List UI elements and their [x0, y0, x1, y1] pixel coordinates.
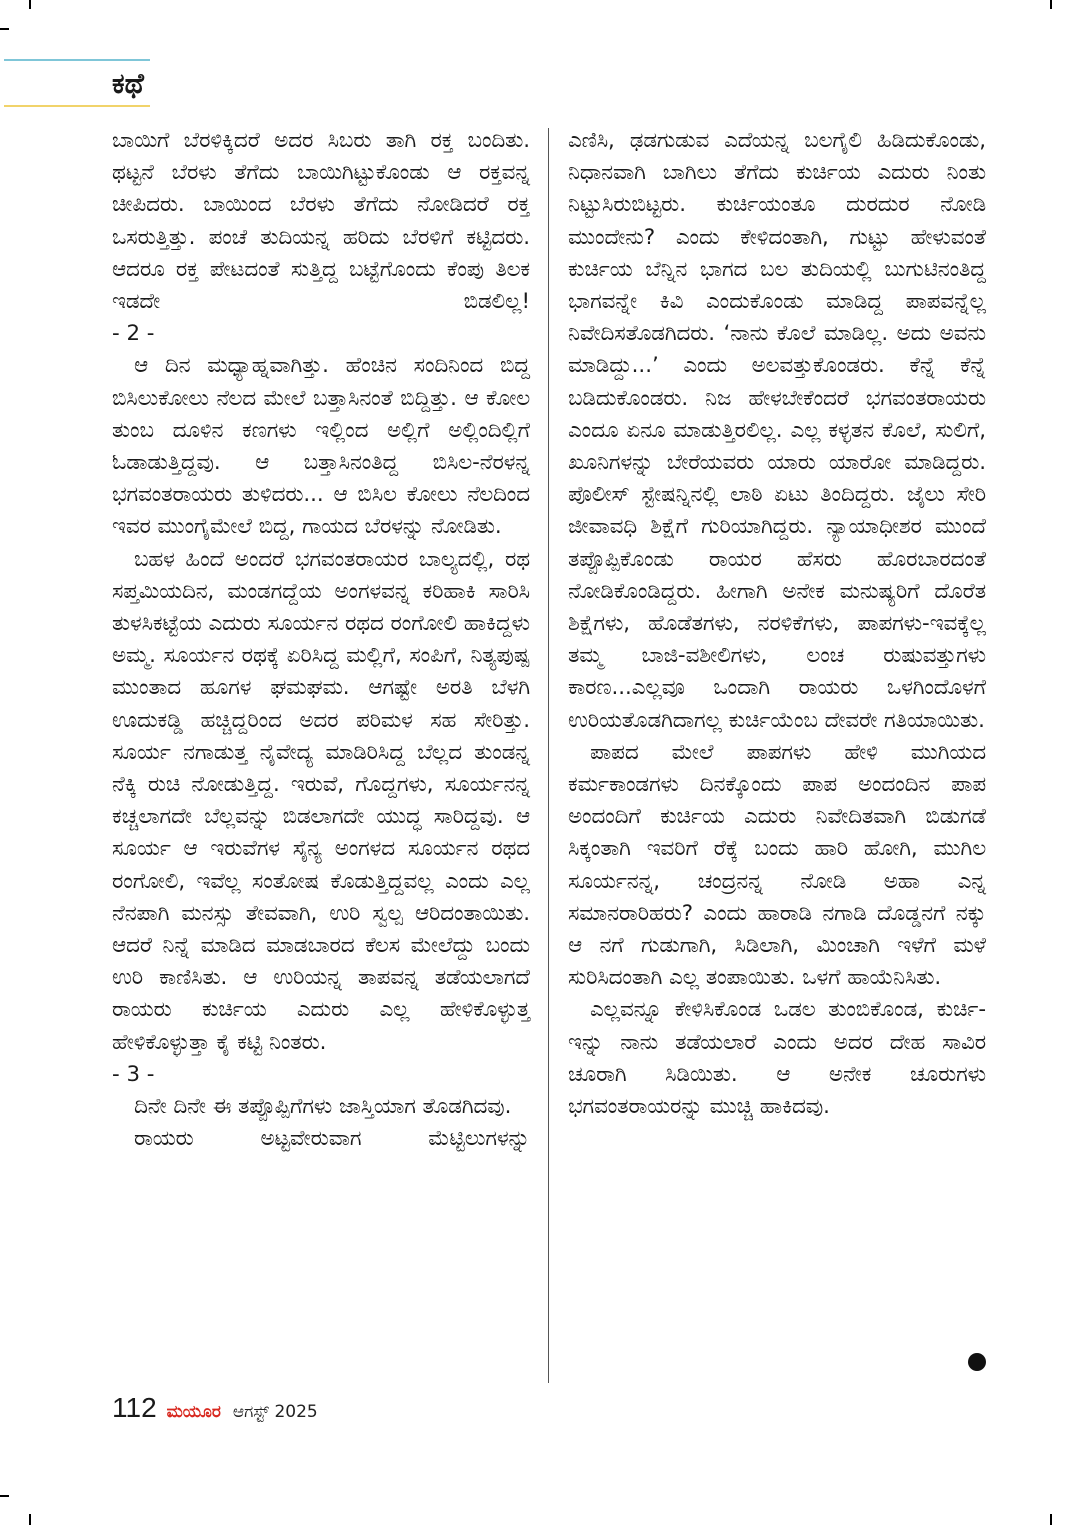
issue-date: ಆಗಸ್ಟ್ 2025 [232, 1402, 318, 1422]
header-rule-blue [4, 59, 150, 61]
paragraph: ಬಹಳ ಹಿಂದೆ ಅಂದರೆ ಭಗವಂತರಾಯರ ಬಾಲ್ಯದಲ್ಲಿ, ರಥ ಸಪ್ತಮಿಯದಿನ, ಮಂಡಗದ್ದೆಯ ಅಂಗಳವನ್ನ ಕರಿಹಾಕಿ ಸಾರಿಸಿ ತುಳಸಿಕಟ್ಟೆಯ ಎದುರು ಸೂರ್ಯನ ರಥದ ರಂಗೋಲಿ ಹಾಕಿದ್ದಳು ಅಮ್ಮ. ಸೂರ್ಯನ ರಥಕ್ಕೆ ಏರಿಸಿದ್ದ ಮಲ್ಲಿಗೆ, ಸಂಪಿಗೆ, ನಿತ್ಯಪುಷ್ಪ ಮುಂತಾದ ಹೂಗಳ ಘಮಘಮ. ಆಗಷ್ಟೇ ಅರತಿ ಬೆಳಗಿ ಊದುಕಡ್ಡಿ ಹಚ್ಚಿದ್ದರಿಂದ ಅದರ ಪರಿಮಳ ಸಹ ಸೇರಿತ್ತು. ಸೂರ್ಯ ನಗಾಡುತ್ತ ನೈವೇದ್ಯ ಮಾಡಿರಿಸಿದ್ದ ಬೆಲ್ಲದ ತುಂಡನ್ನ ನೆಕ್ಕಿ ರುಚಿ ನೋಡುತ್ತಿದ್ದ. ಇರುವೆ, ಗೊದ್ದಗಳು, ಸೂರ್ಯನನ್ನ ಕಚ್ಚಲಾಗದೇ ಬೆಲ್ಲವನ್ನು ಬಿಡಲಾಗದೇ ಯುದ್ಧ ಸಾರಿದ್ದವು. ಆ ಸೂರ್ಯ ಆ ಇರುವೆಗಳ ಸೈನ್ಯ ಅಂಗಳದ ಸೂರ್ಯನ ರಥದ ರಂಗೋಲಿ, ಇವೆಲ್ಲ ಸಂತೋಷ ಕೊಡುತ್ತಿದ್ದವಲ್ಲ ಎಂದು ಎಲ್ಲ ನೆನಪಾಗಿ ಮನಸ್ಸು ತೇವವಾಗಿ, ಉರಿ ಸ್ವಲ್ಪ ಆರಿದಂತಾಯಿತು. ಆದರೆ ನಿನ್ನೆ ಮಾಡಿದ ಮಾಡಬಾರದ ಕೆಲಸ ಮೇಲೆದ್ದು ಬಂದು ಉರಿ ಕಾಣಿಸಿತು. ಆ ಉರಿಯನ್ನ ತಾಪವನ್ನ ತಡೆಯಲಾಗದೆ ರಾಯರು ಕುರ್ಚಿಯ ಎದುರು ಎಲ್ಲ ಹೇಳಿಕೊಳ್ಳುತ್ತ ಹೇಳಿಕೊಳ್ಳುತ್ತಾ ಕೈ ಕಟ್ಟಿ ನಿಂತರು. [112, 546, 530, 1055]
paragraph: ಎಣಿಸಿ, ಢಡಗುಡುವ ಎದೆಯನ್ನ ಬಲಗೈಲಿ ಹಿಡಿದುಕೊಂಡು, ನಿಧಾನವಾಗಿ ಬಾಗಿಲು ತೆಗೆದು ಕುರ್ಚಿಯ ಎದುರು ನಿಂತು ನಿಟ್ಟುಸಿರುಬಿಟ್ಟರು. ಕುರ್ಚಿಯಂತೂ ದುರದುರ ನೋಡಿ ಮುಂದೇನು? ಎಂದು ಕೇಳಿದಂತಾಗಿ, ಗುಟ್ಟು ಹೇಳುವಂತೆ ಕುರ್ಚಿಯ ಬೆನ್ನಿನ ಭಾಗದ ಬಲ ತುದಿಯಲ್ಲಿ ಬುಗುಟಿನಂತಿದ್ದ ಭಾಗವನ್ನೇ ಕಿವಿ ಎಂದುಕೊಂಡು ಮಾಡಿದ್ದ ಪಾಪವನ್ನೆಲ್ಲ ನಿವೇದಿಸತೊಡಗಿದರು. ‘ನಾನು ಕೊಲೆ ಮಾಡಿಲ್ಲ. ಅದು ಅವನು ಮಾಡಿದ್ದು...’ ಎಂದು ಅಲವತ್ತುಕೊಂಡರು. ಕೆನ್ನೆ ಕೆನ್ನೆ ಬಡಿದುಕೊಂಡರು. ನಿಜ ಹೇಳಬೇಕೆಂದರೆ ಭಗವಂತರಾಯರು ಎಂದೂ ಏನೂ ಮಾಡುತ್ತಿರಲಿಲ್ಲ. ಎಲ್ಲ ಕಳ್ಳತನ ಕೊಲೆ, ಸುಲಿಗೆ, ಖೂನಿಗಳನ್ನು ಬೇರೆಯವರು ಯಾರು ಯಾರೋ ಮಾಡಿದ್ದರು. ಪೊಲೀಸ್ ಸ್ಟೇಷನ್ನಿನಲ್ಲಿ ಲಾಠಿ ಏಟು ತಿಂದಿದ್ದರು. ಜೈಲು ಸೇರಿ ಜೀವಾವಧಿ ಶಿಕ್ಷೆಗೆ ಗುರಿಯಾಗಿದ್ದರು. ನ್ಯಾಯಾಧೀಶರ ಮುಂದೆ ತಪ್ಪೊಪ್ಪಿಕೊಂಡು ರಾಯರ ಹೆಸರು ಹೊರಬಾರದಂತೆ ನೋಡಿಕೊಂಡಿದ್ದರು. ಹೀಗಾಗಿ ಅನೇಕ ಮನುಷ್ಯರಿಗೆ ದೊರೆತ ಶಿಕ್ಷೆಗಳು, ಹೊಡೆತಗಳು, ನರಳಿಕೆಗಳು, ಪಾಪಗಳು-ಇವಕ್ಕೆಲ್ಲ ತಮ್ಮ ಬಾಜಿ-ವಶೀಲಿಗಳು, ಲಂಚ ರುಷುವತ್ತುಗಳು ಕಾರಣ...ಎಲ್ಲವೂ ಒಂದಾಗಿ ರಾಯರು ಒಳಗಿಂದೊಳಗೆ ಉರಿಯತೊಡಗಿದಾಗಲ್ಲ ಕುರ್ಚಿಯೆಂಬ ದೇವರೇ ಗತಿಯಾಯಿತು. [568, 128, 986, 733]
paragraph: ಆ ದಿನ ಮಧ್ಯಾಹ್ನವಾಗಿತ್ತು. ಹೆಂಚಿನ ಸಂದಿನಿಂದ ಬಿದ್ದ ಬಿಸಿಲುಕೋಲು ನೆಲದ ಮೇಲೆ ಬತ್ತಾಸಿನಂತೆ ಬಿದ್ದಿತ್ತು. ಆ ಕೋಲ ತುಂಬ ದೂಳಿನ ಕಣಗಳು ಇಲ್ಲಿಂದ ಅಲ್ಲಿಗೆ ಅಲ್ಲಿಂದಿಲ್ಲಿಗೆ ಓಡಾಡುತ್ತಿದ್ದವು. ಆ ಬತ್ತಾಸಿನಂತಿದ್ದ ಬಿಸಿಲ-ನೆರಳನ್ನ ಭಗವಂತರಾಯರು ತುಳಿದರು... ಆ ಬಿಸಿಲ ಕೋಲು ನೆಲದಿಂದ ಇವರ ಮುಂಗೈಮೇಲೆ ಬಿದ್ದ, ಗಾಯದ ಬೆರಳನ್ನು ನೋಡಿತು. [112, 353, 530, 540]
page-number: 112 [112, 1392, 157, 1423]
magazine-logo: ಮಯೂರ [166, 1402, 221, 1422]
right-column [568, 125, 986, 1123]
paragraph: ಬಾಯಿಗೆ ಬೆರಳಿಕ್ಕಿದರೆ ಅದರ ಸಿಬರು ತಾಗಿ ರಕ್ತ ಬಂದಿತು. ಥಟ್ಟನೆ ಬೆರಳು ತೆಗೆದು ಬಾಯಿಗಿಟ್ಟುಕೊಂಡು ಆ ರಕ್ತವನ್ನ ಚೀಪಿದರು. ಬಾಯಿಂದ ಬೆರಳು ತೆಗೆದು ನೋಡಿದರೆ ರಕ್ತ ಒಸರುತ್ತಿತ್ತು. ಪಂಚೆ ತುದಿಯನ್ನ ಹರಿದು ಬೆರಳಿಗೆ ಕಟ್ಟಿದರು. ಆದರೂ ರಕ್ತ ಪೇಟದಂತೆ ಸುತ್ತಿದ್ದ ಬಟ್ಟೆಗೊಂದು ಕೆಂಪು ತಿಲಕ ಇಡದೇ ಬಿಡಲಿಲ್ಲ! [112, 128, 530, 315]
left-column [112, 125, 530, 1156]
column-divider [548, 128, 549, 1383]
header-rule-yellow [4, 105, 150, 107]
section-number: - 3 - [112, 1061, 155, 1087]
section-number: - 2 - [112, 321, 155, 347]
crop-mark [29, 1514, 31, 1525]
paragraph: ಎಲ್ಲವನ್ನೂ ಕೇಳಿಸಿಕೊಂಡ ಒಡಲ ತುಂಬಿಕೊಂಡ, ಕುರ್ಚಿ- ಇನ್ನು ನಾನು ತಡೆಯಲಾರೆ ಎಂದು ಅದರ ದೇಹ ಸಾವಿರ ಚೂರಾಗಿ ಸಿಡಿಯಿತು. ಆ ಅನೇಕ ಚೂರುಗಳು ಭಗವಂತರಾಯರನ್ನು ಮುಚ್ಚಿ ಹಾಕಿದವು. [568, 997, 986, 1120]
section-title: ಕಥೆ [112, 67, 144, 100]
crop-mark [1050, 1514, 1052, 1525]
crop-mark [0, 28, 9, 30]
crop-mark [1050, 0, 1052, 9]
paragraph: ಪಾಪದ ಮೇಲೆ ಪಾಪಗಳು ಹೇಳಿ ಮುಗಿಯದ ಕರ್ಮಕಾಂಡಗಳು ದಿನಕ್ಕೊಂದು ಪಾಪ ಅಂದಂದಿನ ಪಾಪ ಅಂದಂದಿಗೆ ಕುರ್ಚಿಯ ಎದುರು ನಿವೇದಿತವಾಗಿ ಬಿಡುಗಡೆ ಸಿಕ್ಕಂತಾಗಿ ಇವರಿಗೆ ರೆಕ್ಕೆ ಬಂದು ಹಾರಿ ಹೋಗಿ, ಮುಗಿಲ ಸೂರ್ಯನನ್ನ, ಚಂದ್ರನನ್ನ ನೋಡಿ ಅಹಾ ಎನ್ನ ಸಮಾನರಾರಿಹರು? ಎಂದು ಹಾರಾಡಿ ನಗಾಡಿ ದೊಡ್ಡನಗೆ ನಕ್ಕು ಆ ನಗೆ ಗುಡುಗಾಗಿ, ಸಿಡಿಲಾಗಿ, ಮಿಂಚಾಗಿ ಇಳೆಗೆ ಮಳೆ ಸುರಿಸಿದಂತಾಗಿ ಎಲ್ಲ ತಂಪಾಯಿತು. ಒಳಗೆ ಹಾಯೆನಿಸಿತು. [568, 739, 986, 991]
end-of-story-bullet [968, 1353, 986, 1371]
paragraph: ದಿನೇ ದಿನೇ ಈ ತಪ್ಪೊಪ್ಪಿಗೆಗಳು ಜಾಸ್ತಿಯಾಗ ತೊಡಗಿದವು. [134, 1094, 512, 1120]
paragraph: ರಾಯರು ಅಟ್ಟವೇರುವಾಗ ಮೆಟ್ಟಿಲುಗಳನ್ನು [134, 1126, 530, 1152]
crop-mark [29, 0, 31, 9]
page-footer [112, 1392, 318, 1426]
crop-mark [0, 1495, 9, 1497]
